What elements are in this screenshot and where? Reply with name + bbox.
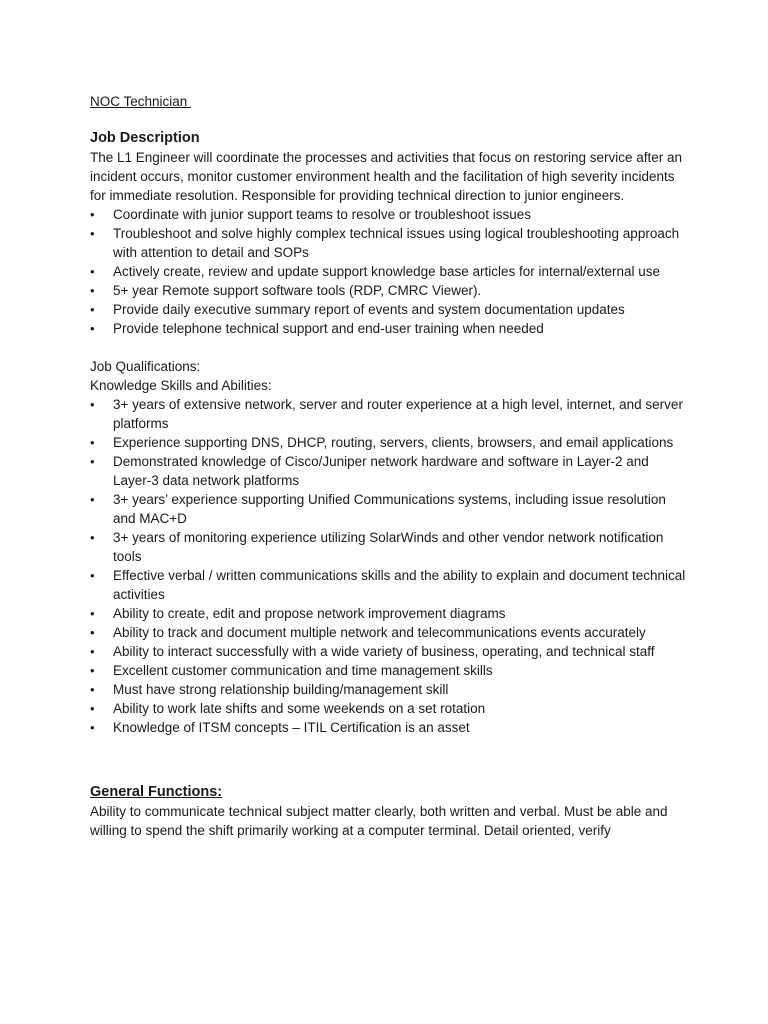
bullet-icon: • xyxy=(90,264,95,279)
bullet-icon: • xyxy=(90,530,95,545)
list-item xyxy=(90,281,690,300)
bullet-icon: • xyxy=(90,226,95,241)
list-item-text: Actively create, review and update support knowledge base articles for internal/external use xyxy=(113,264,661,279)
list-item-text: Demonstrated knowledge of Cisco/Juniper network hardware and software in Layer-2 and Layer-3 data network platforms xyxy=(113,454,649,488)
bullet-icon: • xyxy=(90,568,95,583)
bullet-icon: • xyxy=(90,644,95,659)
document-title: NOC Technician xyxy=(90,94,192,109)
list-item xyxy=(90,528,690,566)
list-item xyxy=(90,623,690,642)
list-item-text: Ability to create, edit and propose network improvement diagrams xyxy=(113,606,506,621)
bullet-icon: • xyxy=(90,454,95,469)
qualifications-list xyxy=(90,395,690,737)
list-item-text: Ability to work late shifts and some weekends on a set rotation xyxy=(113,701,486,716)
list-item-text: 5+ year Remote support software tools (RDP, CMRC Viewer). xyxy=(113,283,482,298)
bullet-icon: • xyxy=(90,625,95,640)
list-item-text: Effective verbal / written communications skills and the ability to explain and document technical activities xyxy=(113,568,686,602)
general-functions-paragraph: Ability to communicate technical subject matter clearly, both written and verbal. Must be able and willing to spend the shift primarily working at a computer terminal. Detail oriented, verify xyxy=(90,804,668,838)
list-item-text: 3+ years of monitoring experience utilizing SolarWinds and other vendor network notification tools xyxy=(113,530,664,564)
list-item-text: Provide daily executive summary report of events and system documentation updates xyxy=(113,302,625,317)
bullet-icon: • xyxy=(90,302,95,317)
general-functions-heading: General Functions: xyxy=(90,784,223,800)
job-qualifications-heading: Job Qualifications: xyxy=(90,359,201,374)
document-page xyxy=(90,92,690,840)
bullet-icon: • xyxy=(90,283,95,298)
list-item xyxy=(90,718,690,737)
list-item xyxy=(90,642,690,661)
list-item xyxy=(90,224,690,262)
list-item xyxy=(90,566,690,604)
list-item-text: Knowledge of ITSM concepts – ITIL Certification is an asset xyxy=(113,720,470,735)
section-spacer xyxy=(90,338,690,357)
list-item xyxy=(90,433,690,452)
list-item xyxy=(90,262,690,281)
list-item-text: Ability to track and document multiple network and telecommunications events accurately xyxy=(113,625,646,640)
bullet-icon: • xyxy=(90,701,95,716)
list-item-text: Must have strong relationship building/management skill xyxy=(113,682,449,697)
bullet-icon: • xyxy=(90,492,95,507)
job-description-list xyxy=(90,205,690,338)
list-item xyxy=(90,680,690,699)
list-item xyxy=(90,661,690,680)
bullet-icon: • xyxy=(90,321,95,336)
bullet-icon: • xyxy=(90,207,95,222)
bullet-icon: • xyxy=(90,397,95,412)
job-description-paragraph: The L1 Engineer will coordinate the processes and activities that focus on restoring service after an incident occurs, monitor customer environment health and the facilitation of high severity incidents for immediate resolution. Responsible for providing technical direction to junior engineers. xyxy=(90,150,683,203)
bullet-icon: • xyxy=(90,720,95,735)
list-item-text: Troubleshoot and solve highly complex technical issues using logical troubleshooting approach with attention to detail and SOPs xyxy=(113,226,680,260)
list-item xyxy=(90,205,690,224)
list-item-text: Excellent customer communication and time management skills xyxy=(113,663,493,678)
list-item xyxy=(90,300,690,319)
section-spacer xyxy=(90,737,690,783)
list-item-text: Experience supporting DNS, DHCP, routing, servers, clients, browsers, and email applications xyxy=(113,435,674,450)
list-item-text: Ability to interact successfully with a wide variety of business, operating, and technical staff xyxy=(113,644,655,659)
bullet-icon: • xyxy=(90,435,95,450)
list-item xyxy=(90,699,690,718)
list-item-text: 3+ years of extensive network, server and router experience at a high level, internet, and server platforms xyxy=(113,397,683,431)
bullet-icon: • xyxy=(90,606,95,621)
job-description-heading: Job Description xyxy=(90,130,200,146)
list-item xyxy=(90,319,690,338)
list-item-text: 3+ years’ experience supporting Unified Communications systems, including issue resolution and MAC+D xyxy=(113,492,666,526)
list-item xyxy=(90,452,690,490)
list-item-text: Coordinate with junior support teams to resolve or troubleshoot issues xyxy=(113,207,531,222)
bullet-icon: • xyxy=(90,663,95,678)
list-item xyxy=(90,395,690,433)
bullet-icon: • xyxy=(90,682,95,697)
list-item-text: Provide telephone technical support and end-user training when needed xyxy=(113,321,544,336)
list-item xyxy=(90,604,690,623)
list-item xyxy=(90,490,690,528)
knowledge-skills-subheading: Knowledge Skills and Abilities: xyxy=(90,378,272,393)
